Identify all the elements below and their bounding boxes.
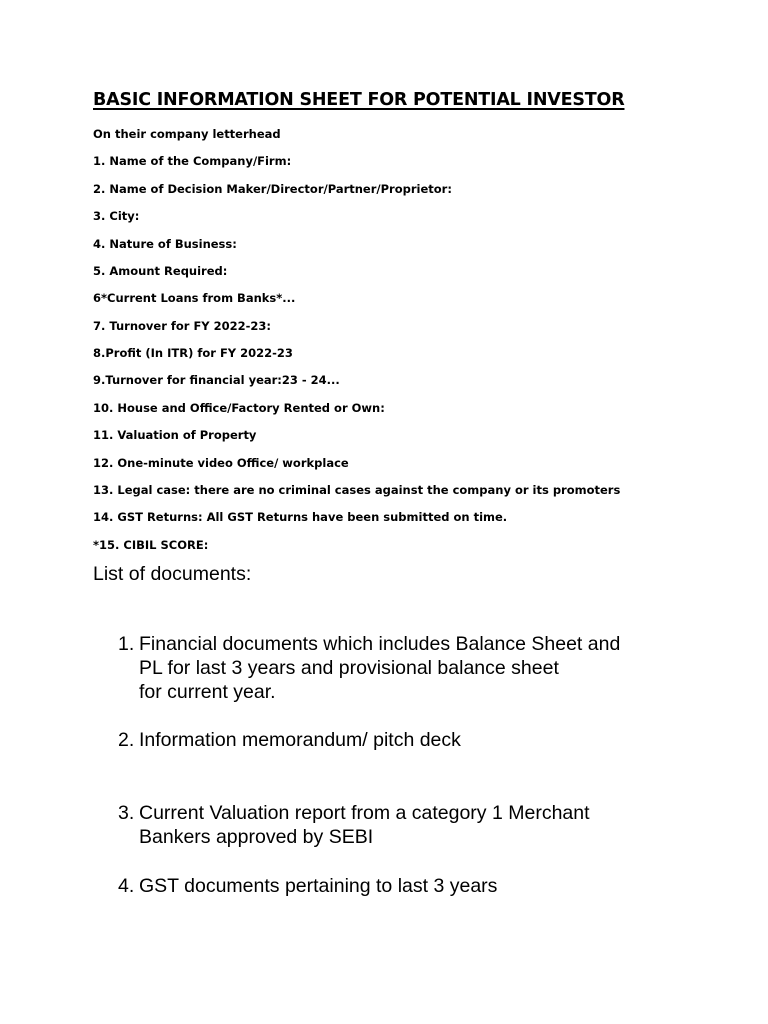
list-item-text: GST documents pertaining to last 3 years [139,875,498,897]
field-gst-returns: 14. GST Returns: All GST Returns have been submitted on time. [93,510,508,524]
documents-heading: List of documents: [93,563,252,585]
field-house-office-rented: 10. House and Office/Factory Rented or Own: [93,401,385,415]
list-item-number: 2. [118,729,135,751]
list-item-text: Financial documents which includes Balance Sheet and [139,633,621,655]
field-one-minute-video: 12. One-minute video Office/ workplace [93,456,349,470]
list-item-text: PL for last 3 years and provisional balance sheet [139,657,559,679]
field-company-name: 1. Name of the Company/Firm: [93,154,292,168]
letterhead-note: On their company letterhead [93,127,281,141]
field-nature-of-business: 4. Nature of Business: [93,237,237,251]
field-turnover-2022-23: 7. Turnover for FY 2022-23: [93,319,272,333]
page-title: BASIC INFORMATION SHEET FOR POTENTIAL INVESTOR [93,90,625,110]
field-cibil-score: *15. CIBIL SCORE: [93,538,209,552]
field-current-loans: 6*Current Loans from Banks*... [93,291,296,305]
field-legal-case: 13. Legal case: there are no criminal cases against the company or its promoters [93,483,621,497]
list-item-text: for current year. [139,681,276,703]
field-amount-required: 5. Amount Required: [93,264,228,278]
field-decision-maker: 2. Name of Decision Maker/Director/Partner/Proprietor: [93,182,452,196]
field-profit-2022-23: 8.Profit (In ITR) for FY 2022-23 [93,346,293,360]
list-item-text: Current Valuation report from a category 1 Merchant [139,802,590,824]
field-valuation-of-property: 11. Valuation of Property [93,428,257,442]
list-item-text: Information memorandum/ pitch deck [139,729,461,751]
list-item-number: 3. [118,802,135,824]
list-item-number: 1. [118,633,135,655]
list-item-text: Bankers approved by SEBI [139,826,374,848]
list-item-number: 4. [118,875,135,897]
field-city: 3. City: [93,209,140,223]
field-turnover-23-24: 9.Turnover for financial year:23 - 24... [93,373,340,387]
